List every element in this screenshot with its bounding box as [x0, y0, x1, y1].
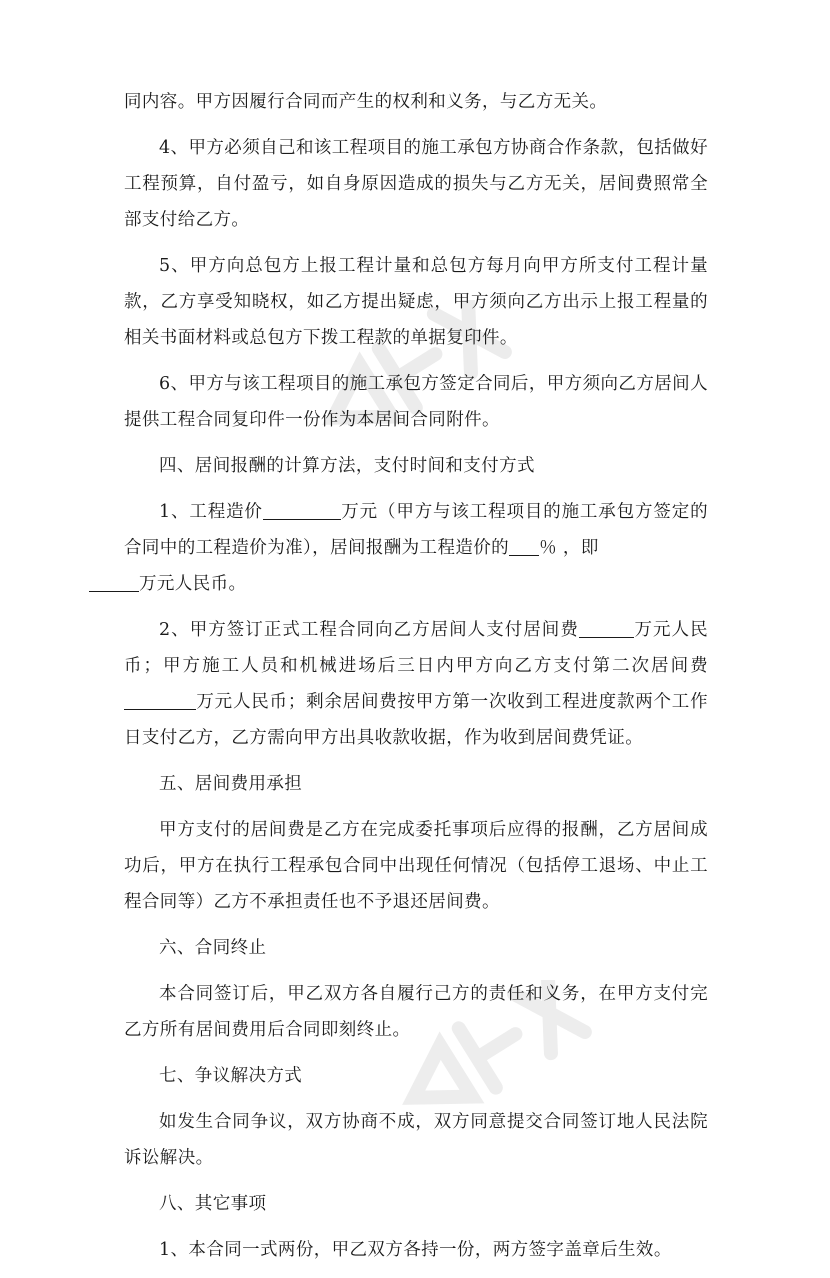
paragraph-clause-5: 5、甲方向总包方上报工程计量和总包方每月向甲方所支付工程计量款，乙方享受知晓权，如乙方提出疑虑，甲方须向乙方出示上报工程量的相关书面材料或总包方下拨工程款的单据复印件。	[124, 256, 708, 348]
text-segment: 万元人民币；剩余居间费按甲方第一次收到工程进度款两个工作日支付乙方，乙方需向甲方出具收款收据，作为收到居间费凭证。	[124, 692, 708, 748]
paragraph-payment-2	[124, 612, 708, 756]
text-segment: 万元人民币。	[139, 574, 247, 594]
section-heading-7: 七、争议解决方式	[159, 1066, 303, 1086]
document-body	[124, 84, 708, 1278]
section-heading-6: 六、合同终止	[159, 938, 267, 958]
text-segment: 2、甲方签订正式工程合同向乙方居间人支付居间费	[159, 620, 579, 640]
fill-in-blank[interactable]	[509, 535, 539, 555]
paragraph-continuation: 同内容。甲方因履行合同而产生的权利和义务，与乙方无关。	[124, 92, 608, 112]
text-segment: 万元（甲方与该工程项目的施工承包方签定的合同中的工程造价为准），居间报酬为工程造价的	[124, 502, 708, 558]
section-heading-8: 八、其它事项	[159, 1194, 267, 1214]
paragraph-clause-4: 4、甲方必须自己和该工程项目的施工承包方协商合作条款，包括做好工程预算，自付盈亏，如自身原因造成的损失与乙方无关，居间费照常全部支付给乙方。	[124, 138, 708, 230]
fill-in-blank[interactable]	[579, 617, 634, 637]
paragraph-fee-bearing: 甲方支付的居间费是乙方在完成委托事项后应得的报酬，乙方居间成功后，甲方在执行工程承包合同中出现任何情况（包括停工退场、中止工程合同等）乙方不承担责任也不予退还居间费。	[124, 820, 708, 912]
section-heading-4: 四、居间报酬的计算方法，支付时间和支付方式	[159, 456, 535, 476]
text-segment: 万元人民币；甲方施工人员和机械进场后三日内甲方向乙方支付第二次居间费	[124, 620, 708, 676]
paragraph-payment-1	[124, 494, 708, 602]
paragraph-termination: 本合同签订后，甲乙双方各自履行己方的责任和义务，在甲方支付完乙方所有居间费用后合同即刻终止。	[124, 984, 708, 1040]
paragraph-clause-6: 6、甲方与该工程项目的施工承包方签定合同后，甲方须向乙方居间人提供工程合同复印件一份作为本居间合同附件。	[124, 374, 708, 430]
text-segment: ％ ，即	[539, 538, 599, 558]
section-heading-5: 五、居间费用承担	[159, 774, 303, 794]
fill-in-blank[interactable]	[263, 499, 341, 519]
fill-in-blank[interactable]	[124, 689, 196, 709]
fill-in-blank[interactable]	[89, 571, 139, 591]
paragraph-other-1: 1、本合同一式两份，甲乙双方各持一份，两方签字盖章后生效。	[159, 1240, 672, 1260]
text-segment: 1、工程造价	[159, 502, 263, 522]
paragraph-dispute: 如发生合同争议，双方协商不成，双方同意提交合同签订地人民法院诉讼解决。	[124, 1112, 708, 1168]
